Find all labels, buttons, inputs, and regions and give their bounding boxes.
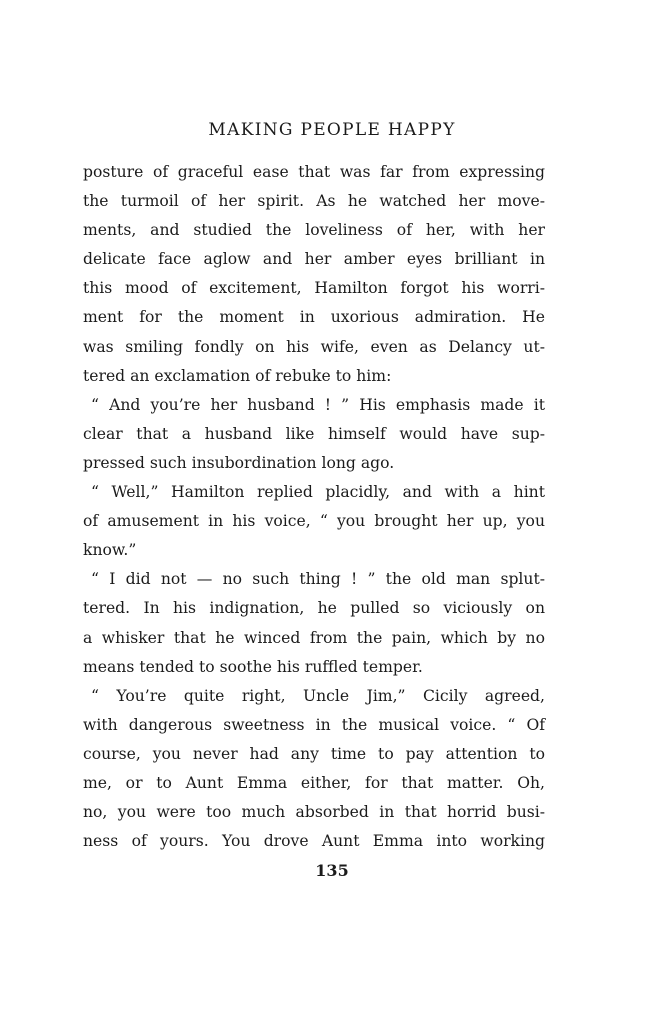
text-line: with dangerous sweetness in the musical voice. “ Of [83,715,545,734]
text-line: ness of yours. You drove Aunt Emma into working [83,832,545,851]
text-line: the turmoil of her spirit. As he watched her move- [83,192,545,211]
running-head: MAKING PEOPLE HAPPY [208,120,456,140]
text-line: “ I did not — no such thing ! ” the old man splut- [91,570,545,589]
text-line: this mood of excitement, Hamilton forgot his worri- [83,279,545,298]
text-line: know.” [83,541,137,560]
text-line: tered an exclamation of rebuke to him: [83,366,392,385]
text-line: “ You’re quite right, Uncle Jim,” Cicily agreed, [91,686,545,705]
text-line: ment for the moment in uxorious admiration. He [83,308,545,327]
text-line: pressed such insubordination long ago. [83,453,395,472]
text-line: was smiling fondly on his wife, even as Delancy ut- [83,337,545,356]
text-line: means tended to soothe his ruffled temper. [83,657,423,676]
text-line: ments, and studied the loveliness of her, with her [83,221,545,240]
text-line: “ Well,” Hamilton replied placidly, and with a hint [91,483,545,502]
text-line: a whisker that he winced from the pain, which by no [83,628,545,647]
body-text [83,158,545,856]
text-line: clear that a husband like himself would have sup- [83,424,545,443]
text-line: of amusement in his voice, “ you brought her up, you [83,512,545,531]
text-line: tered. In his indignation, he pulled so viciously on [83,599,545,618]
page-number: 135 [315,861,349,880]
text-line: me, or to Aunt Emma either, for that matter. Oh, [83,773,545,792]
text-line: delicate face aglow and her amber eyes brilliant in [83,250,545,269]
text-line: posture of graceful ease that was far from expressing [83,163,545,181]
text-line: no, you were too much absorbed in that horrid busi- [83,803,545,822]
text-line: course, you never had any time to pay attention to [83,744,545,763]
text-line: “ And you’re her husband ! ” His emphasis made it [91,395,545,414]
